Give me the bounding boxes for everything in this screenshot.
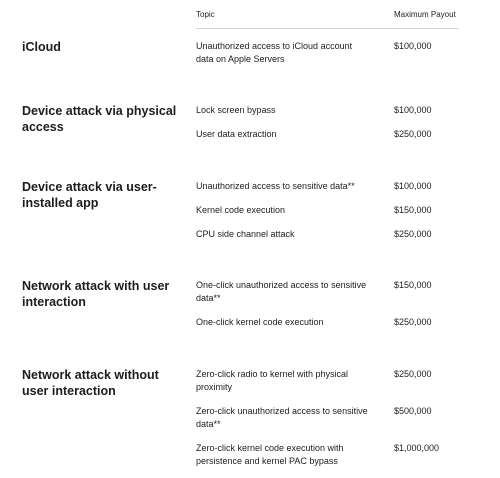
topic-cell: Zero-click unauthorized access to sensitive data** <box>196 406 368 429</box>
topic-cell: Unauthorized access to iCloud account data on Apple Servers <box>196 41 353 64</box>
payout-cell: $500,000 <box>394 406 432 416</box>
payout-cell: $250,000 <box>394 317 432 327</box>
topic-cell: CPU side channel attack <box>196 229 295 239</box>
category-title: Network attack without user interaction <box>22 368 159 398</box>
payout-cell: $1,000,000 <box>394 443 440 453</box>
category-title: Network attack with user interaction <box>22 279 170 309</box>
category-title: Device attack via user-installed app <box>22 180 157 210</box>
topic-column-header: Topic <box>196 10 215 19</box>
topic-cell: Kernel code execution <box>196 205 286 215</box>
topic-cell: One-click unauthorized access to sensitive data** <box>196 280 367 303</box>
topic-cell: One-click kernel code execution <box>196 317 324 327</box>
topic-cell: Unauthorized access to sensitive data** <box>196 181 355 191</box>
payout-cell: $100,000 <box>394 41 432 51</box>
payout-cell: $250,000 <box>394 129 432 139</box>
topic-cell: User data extraction <box>196 129 277 139</box>
header-divider <box>196 28 458 29</box>
payout-column-header: Maximum Payout <box>394 10 456 19</box>
topic-cell: Zero-click kernel code execution with persistence and kernel PAC bypass <box>196 443 344 466</box>
payout-cell: $100,000 <box>394 181 432 191</box>
payout-cell: $250,000 <box>394 229 432 239</box>
topic-cell: Lock screen bypass <box>196 105 276 115</box>
payout-cell: $150,000 <box>394 205 432 215</box>
topic-cell: Zero-click radio to kernel with physical proximity <box>196 369 349 392</box>
category-title: iCloud <box>22 40 61 54</box>
payout-cell: $250,000 <box>394 369 432 379</box>
payout-cell: $150,000 <box>394 280 432 290</box>
table-header <box>0 0 500 30</box>
payout-cell: $100,000 <box>394 105 432 115</box>
category-title: Device attack via physical access <box>22 104 177 134</box>
